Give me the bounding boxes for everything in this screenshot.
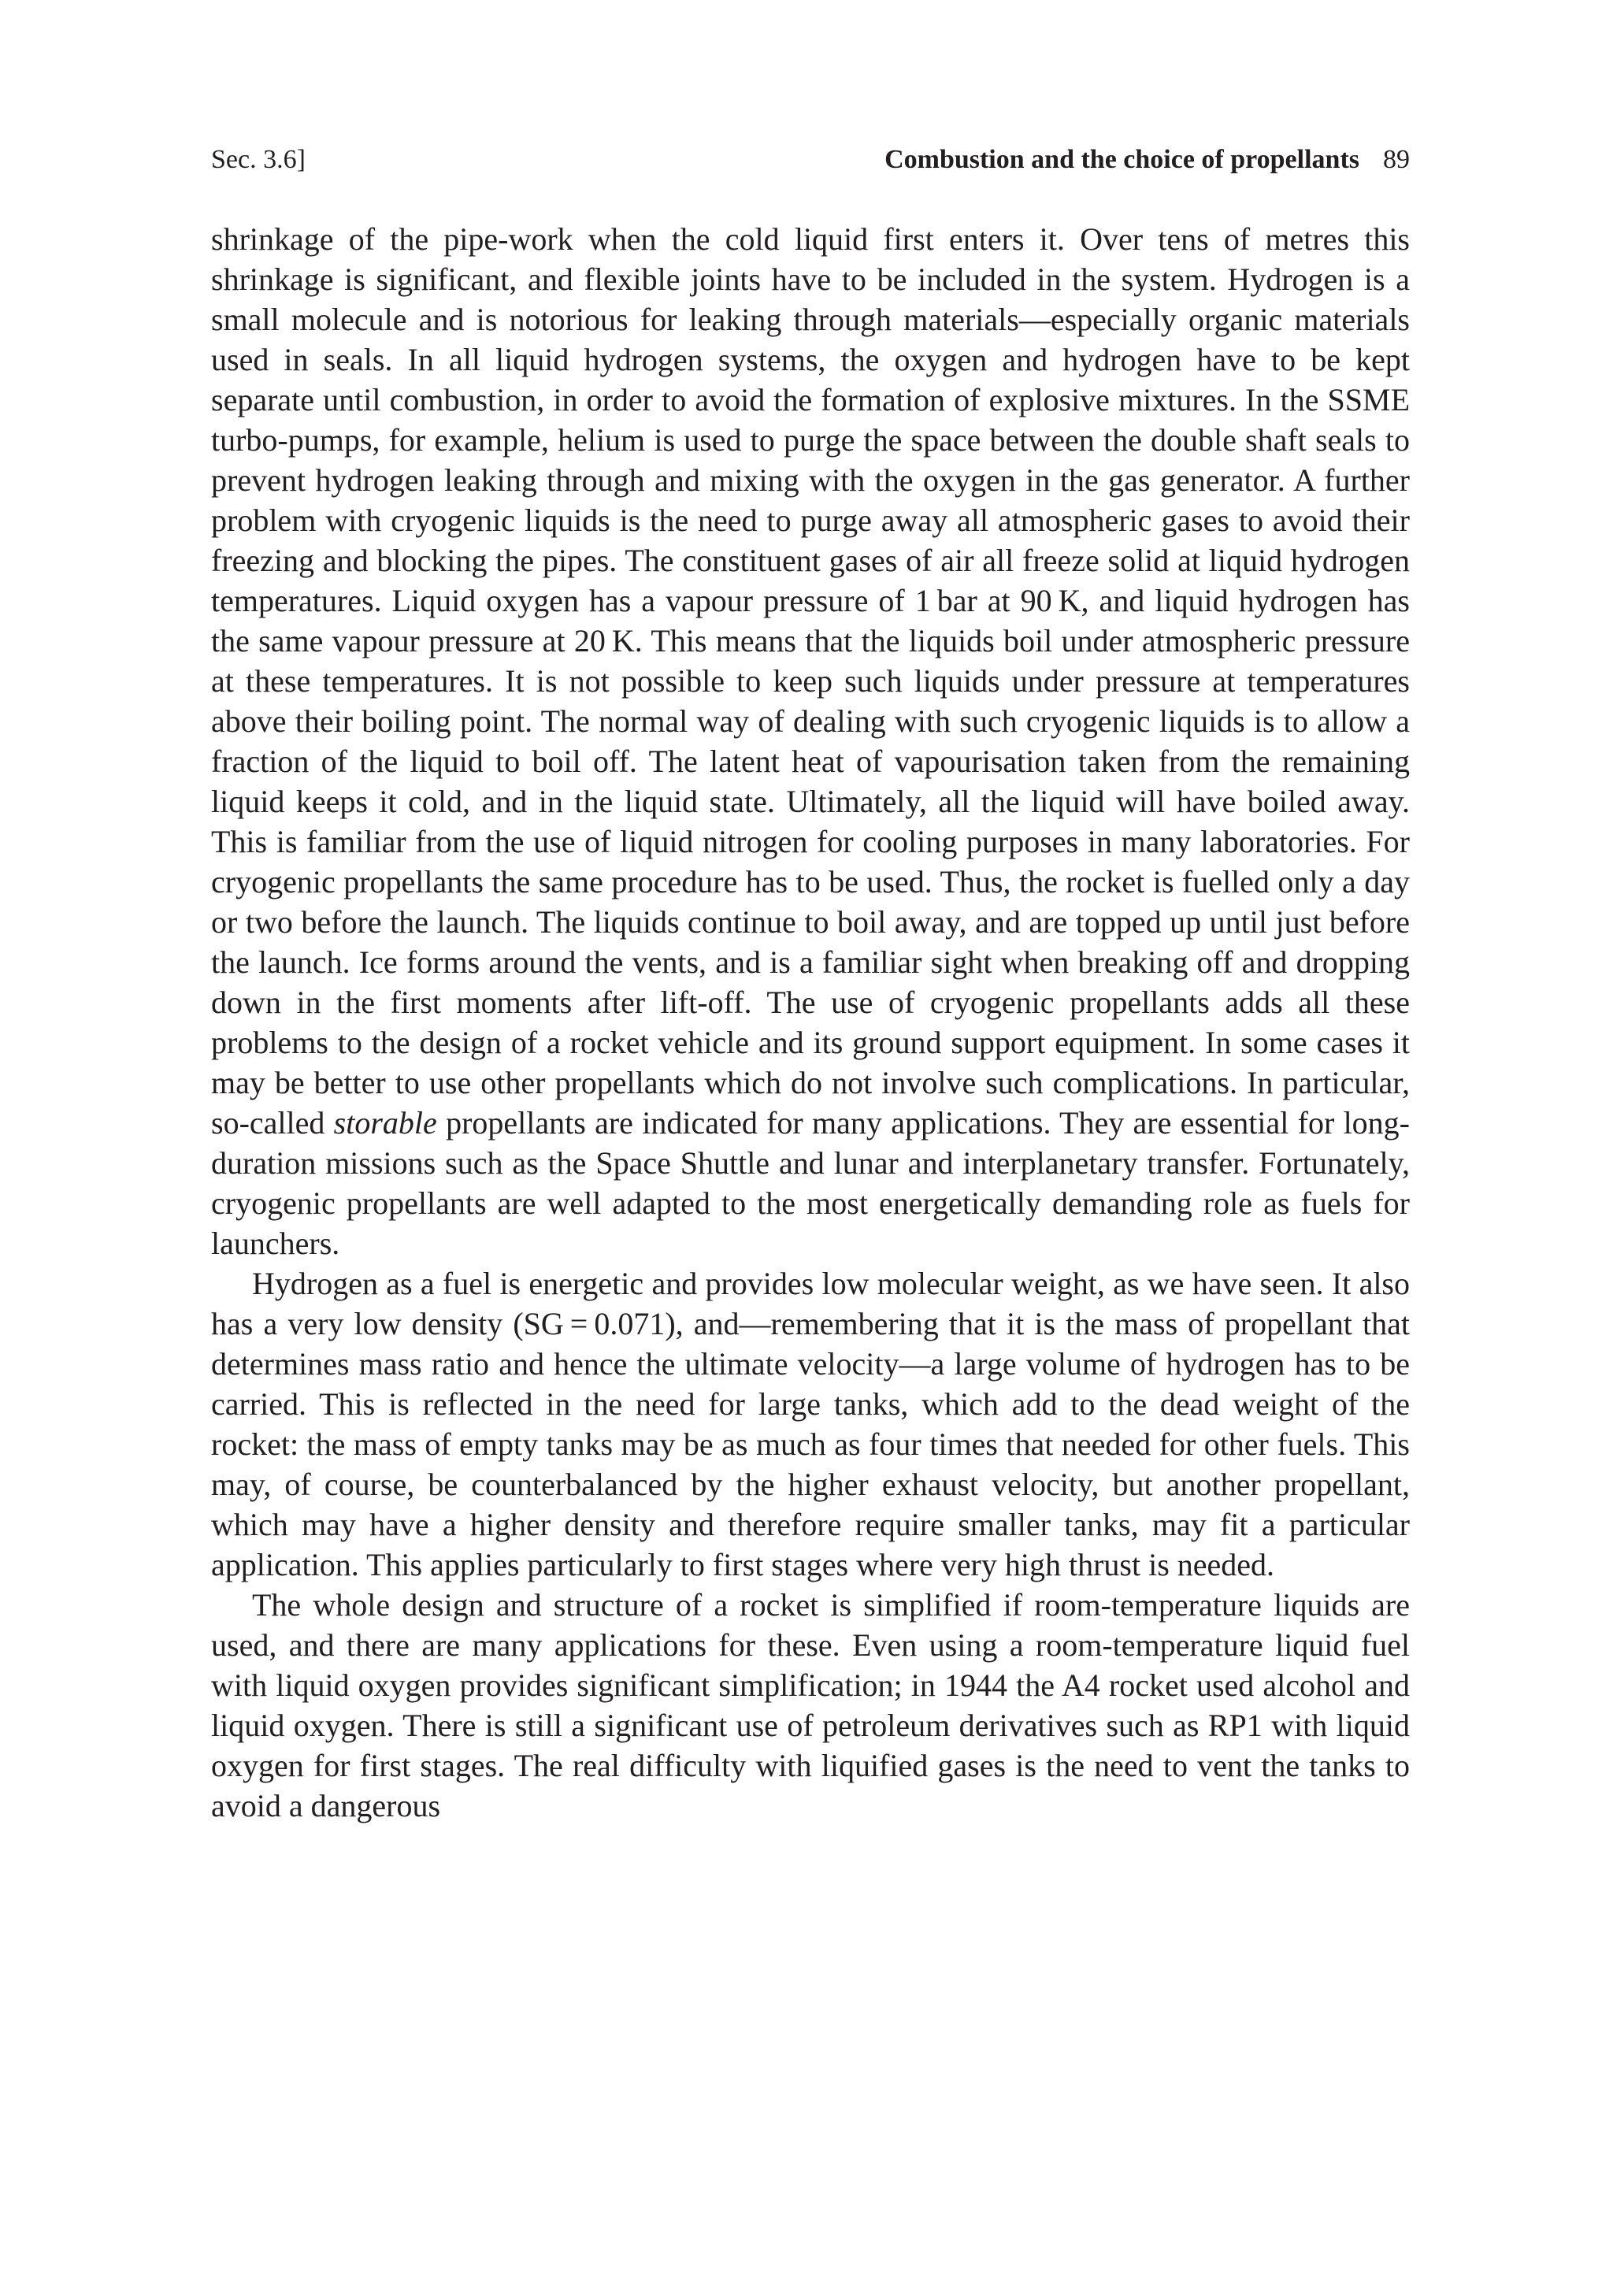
page-number: 89: [1383, 145, 1410, 174]
paragraph-3: The whole design and structure of a rocket is simplified if room-temperature liquids are used, and there are many applications for these. Even using a room-temperature liquid fuel with liquid oxygen provides significant simplification; in 1944 the A4 rocket used alcohol and liquid oxygen. There is still a significant use of petroleum derivatives such as RP1 with liquid oxygen for first stages. The real difficulty with liquified gases is the need to vent the tanks to avoid a dangerous: [211, 1587, 1410, 1823]
paragraph-1-text-end: propellants are indicated for many applications. They are essential for long-duration missions such as the Space Shuttle and lunar and interplanetary transfer. Fortunately, cryogenic propellants are well adapted to the most energetically demanding role as fuels for launchers.: [211, 1105, 1411, 1261]
running-title-group: [884, 143, 1410, 176]
paragraph-1-text: shrinkage of the pipe-work when the cold liquid first enters it. Over tens of metres this shrinkage is significant, and flexible joints have to be included in the system. Hydrogen is a small molecule and is notorious for leaking through materials—especially organic materials used in seals. In all liquid hydrogen systems, the oxygen and hydrogen have to be kept separate until combustion, in order to avoid the formation of explosive mixtures. In the SSME turbo-pumps, for example, helium is used to purge the space between the double shaft seals to prevent hydrogen leaking through and mixing with the oxygen in the gas generator. A further problem with cryogenic liquids is the need to purge away all atmospheric gases to avoid their freezing and blocking the pipes. The constituent gases of air all freeze solid at liquid hydrogen temperatures. Liquid oxygen has a vapour pressure of 1 bar at 90 K, and liquid hydrogen has the same vapour pressure at 20 K. This means that the liquids boil under atmospheric pressure at these temperatures. It is not possible to keep such liquids under pressure at temperatures above their boiling point. The normal way of dealing with such cryogenic liquids is to allow a fraction of the liquid to boil off. The latent heat of vapourisation taken from the remaining liquid keeps it cold, and in the liquid state. Ultimately, all the liquid will have boiled away. This is familiar from the use of liquid nitrogen for cooling purposes in many laboratories. For cryogenic propellants the same procedure has to be used. Thus, the rocket is fuelled only a day or two before the launch. The liquids continue to boil away, and are topped up until just before the launch. Ice forms around the vents, and is a familiar sight when breaking off and dropping down in the first moments after lift-off. The use of cryogenic propellants adds all these problems to the design of a rocket vehicle and its ground support equipment. In some cases it may be better to use other propellants which do not involve such complications. In particular, so-called: [211, 221, 1410, 1141]
section-label: Sec. 3.6]: [211, 145, 306, 174]
paragraph-1: [211, 219, 1410, 1263]
book-page: [211, 0, 1410, 2296]
body-text: [211, 219, 1410, 1826]
italic-term-storable: storable: [333, 1105, 437, 1141]
chapter-title: Combustion and the choice of propellants: [884, 145, 1359, 174]
paragraph-2: Hydrogen as a fuel is energetic and provides low molecular weight, as we have seen. It also has a very low density (SG = 0.071), and—remembering that it is the mass of propellant that determines mass ratio and hence the ultimate velocity—a large volume of hydrogen has to be carried. This is reflected in the need for large tanks, which add to the dead weight of the rocket: the mass of empty tanks may be as much as four times that needed for other fuels. This may, of course, be counterbalanced by the higher exhaust velocity, but another propellant, which may have a higher density and therefore require smaller tanks, may fit a particular application. This applies particularly to first stages where very high thrust is needed.: [211, 1266, 1410, 1582]
